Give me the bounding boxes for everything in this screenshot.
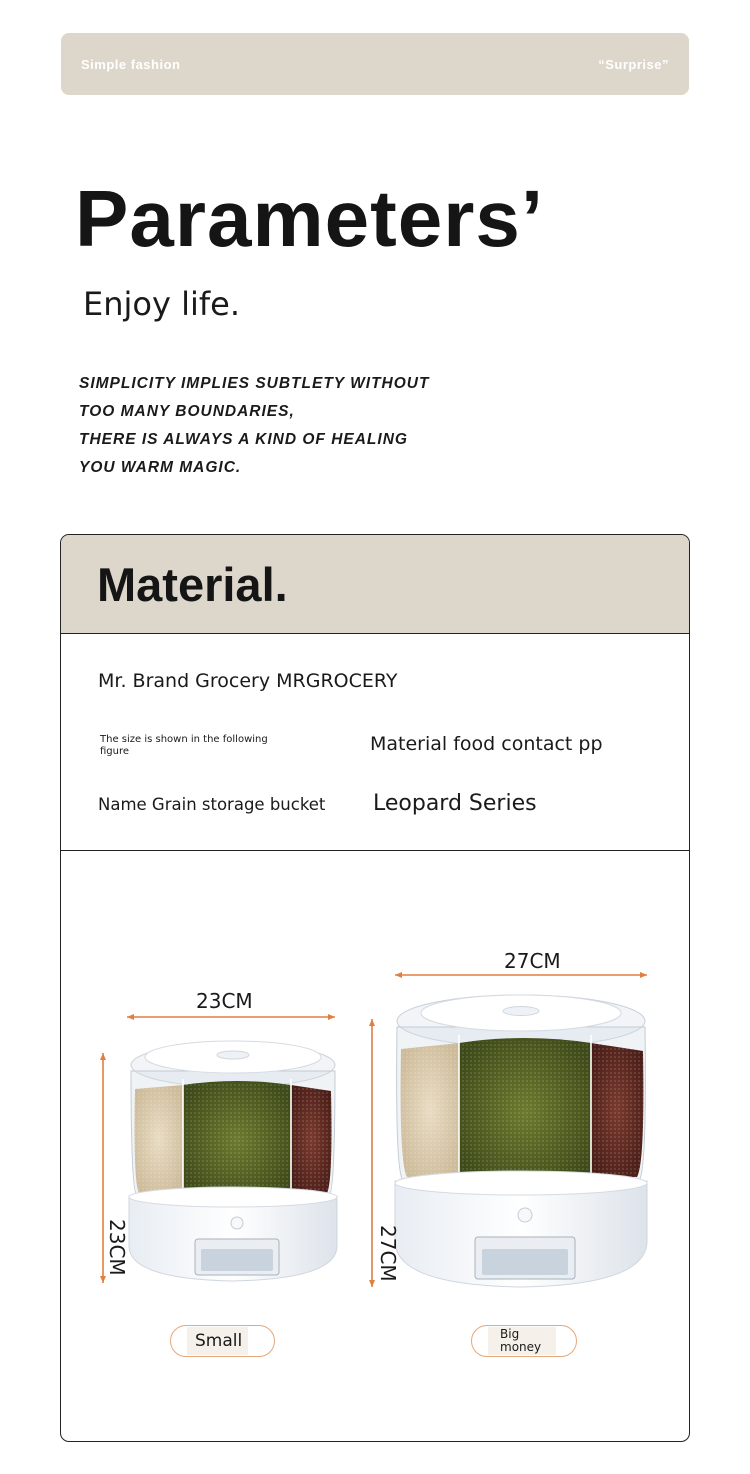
quote-block <box>79 370 429 482</box>
big-height-label: 27CM <box>376 1225 400 1282</box>
quote-line: SIMPLICITY IMPLIES SUBTLETY WITHOUT <box>79 375 430 392</box>
small-height-label: 23CM <box>105 1219 129 1276</box>
brand-text: Mr. Brand Grocery MRGROCERY <box>98 670 398 692</box>
size-note: The size is shown in the following figure <box>100 734 268 757</box>
small-width-arrow <box>127 1014 335 1020</box>
quote-line: THERE IS ALWAYS A KIND OF HEALING <box>79 431 408 448</box>
page-title: Parameters’ <box>75 174 545 263</box>
product-name: Name Grain storage bucket <box>98 795 326 814</box>
product-illustration <box>61 851 689 1441</box>
big-height-arrow <box>369 1019 375 1287</box>
material-heading: Material. <box>97 558 288 611</box>
series-text: Leopard Series <box>373 791 537 816</box>
big-width-label: 27CM <box>504 949 561 973</box>
small-width-label: 23CM <box>196 989 253 1013</box>
small-tag-label: Small <box>195 1331 243 1351</box>
big-container <box>395 995 647 1287</box>
material-card <box>60 534 690 1442</box>
small-tag <box>170 1325 275 1357</box>
material-header <box>61 535 689 634</box>
big-tag-label: Big money <box>500 1327 542 1354</box>
small-container <box>129 1041 337 1281</box>
material-text: Material food contact pp <box>370 733 603 755</box>
size-figure <box>61 851 689 1441</box>
banner-right-text: “Surprise” <box>598 57 669 72</box>
big-tag <box>471 1325 577 1357</box>
page-subtitle: Enjoy life. <box>83 285 240 323</box>
top-banner <box>61 33 689 95</box>
banner-left-text: Simple fashion <box>81 57 181 72</box>
spec-section <box>61 634 689 851</box>
quote-line: YOU WARM MAGIC. <box>79 459 242 476</box>
quote-line: TOO MANY BOUNDARIES, <box>79 403 295 420</box>
